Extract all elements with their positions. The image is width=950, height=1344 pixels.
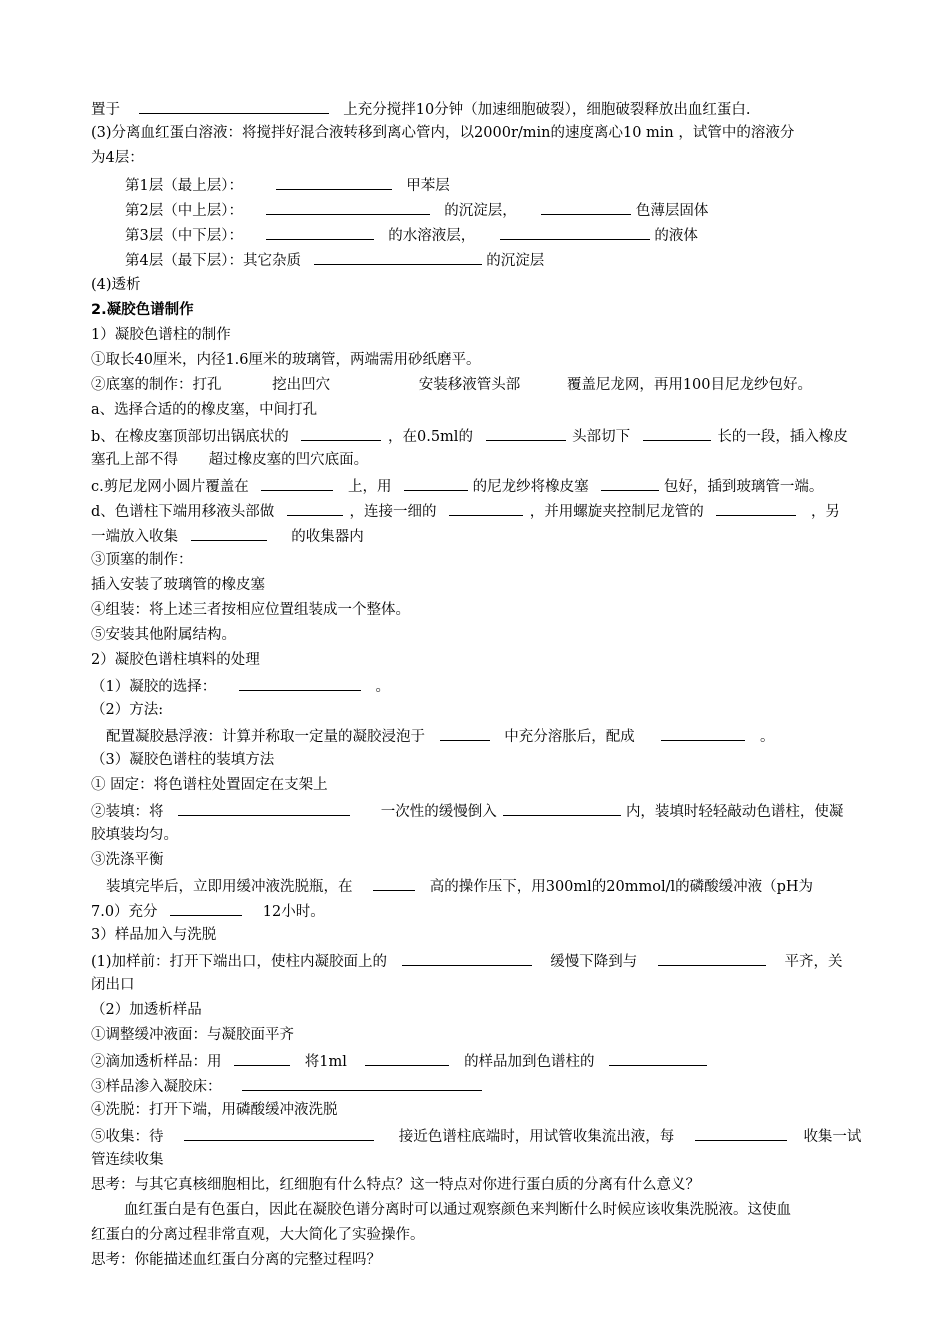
fill-blank[interactable] — [266, 199, 430, 215]
text-run: ①调整缓冲液面：与凝胶面平齐 — [91, 1027, 294, 1043]
text-line — [91, 850, 164, 870]
text-line — [91, 750, 274, 770]
text-run: 思考：与其它真核细胞相比，红细胞有什么特点？这一特点对你进行蛋白质的分离有什么意义？ — [91, 1177, 700, 1193]
fill-blank[interactable] — [486, 425, 566, 441]
heading-text: 2.凝胶色谱制作 — [91, 302, 194, 318]
text-line — [91, 375, 812, 395]
fill-blank[interactable] — [239, 675, 361, 691]
text-line — [91, 575, 265, 595]
text-line — [125, 174, 450, 196]
text-run: c.剪尼龙网小圆片覆盖在 — [91, 479, 249, 495]
text-line — [91, 123, 794, 143]
text-line — [91, 700, 163, 720]
fill-blank[interactable] — [661, 725, 745, 741]
fill-blank[interactable] — [184, 1125, 374, 1141]
text-line — [91, 98, 751, 120]
text-run: ④洗脱：打开下端，用磷酸缓冲液洗脱 — [91, 1102, 338, 1118]
fill-blank[interactable] — [503, 800, 621, 816]
text-run: ，并用螺旋夹控制尼龙管的 — [529, 504, 704, 520]
fill-blank[interactable] — [234, 1050, 290, 1066]
text-run: ③样品渗入凝胶床： — [91, 1079, 222, 1095]
text-line — [91, 825, 178, 845]
text-run: ②滴加透析样品：用 — [91, 1054, 222, 1070]
fill-blank[interactable] — [266, 224, 374, 240]
text-run: ①取长40厘米，内径1.6厘米的玻璃管，两端需用砂纸磨平。 — [91, 352, 481, 368]
text-line — [91, 148, 144, 168]
text-run: 包好，插到玻璃管一端。 — [663, 479, 824, 495]
text-run: ④组装：将上述三者按相应位置组装成一个整体。 — [91, 602, 410, 618]
text-line — [91, 1250, 381, 1270]
text-line — [91, 1225, 425, 1245]
fill-blank[interactable] — [139, 98, 329, 114]
text-run: ③洗涤平衡 — [91, 852, 164, 868]
fill-blank[interactable] — [716, 500, 796, 516]
text-line — [91, 350, 481, 370]
text-run: (1)加样前：打开下端出口，使柱内凝胶面上的 — [91, 954, 388, 970]
text-run: （1）凝胶的选择： — [91, 679, 217, 695]
fill-blank[interactable] — [695, 1125, 787, 1141]
text-run: ⑤安装其他附属结构。 — [91, 627, 236, 643]
text-run: 7.0）充分 — [91, 904, 158, 920]
text-run: 覆盖尼龙网，再用100目尼龙纱包好。 — [566, 377, 813, 393]
text-run: 第2层（中上层）： — [125, 203, 243, 219]
text-line — [91, 975, 135, 995]
text-line — [91, 500, 840, 522]
text-line — [124, 1200, 791, 1220]
text-run: (3)分离血红蛋白溶液：将搅拌好混合液转移到离心管内，以2000r/min的速度离心10 min ，试管中的溶液分 — [91, 125, 795, 141]
text-run: 2）凝胶色谱柱填料的处理 — [91, 652, 260, 668]
text-run: 为4层： — [91, 150, 144, 166]
text-run: 的水溶液层， — [388, 228, 476, 244]
fill-blank[interactable] — [314, 249, 482, 265]
text-line — [91, 925, 216, 945]
fill-blank[interactable] — [287, 500, 343, 516]
text-run: ① 固定：将色谱柱处置固定在支架上 — [91, 777, 328, 793]
fill-blank[interactable] — [658, 950, 766, 966]
text-run: ③顶塞的制作： — [91, 552, 193, 568]
text-line — [91, 1000, 202, 1020]
text-run: （2）方法: — [91, 702, 164, 718]
text-run: 红蛋白的分离过程非常直观，大大简化了实验操作。 — [91, 1227, 425, 1243]
text-run: ②装填：将 — [91, 804, 164, 820]
text-run: 超过橡皮塞的凹穴底面。 — [208, 452, 369, 468]
fill-blank[interactable] — [242, 1075, 482, 1091]
fill-blank[interactable] — [541, 199, 631, 215]
text-line — [91, 400, 317, 420]
text-run: 一次性的缓慢倒入 — [380, 804, 497, 820]
text-line — [91, 950, 842, 972]
fill-blank[interactable] — [261, 475, 333, 491]
text-run: 的样品加到色谱柱的 — [464, 1054, 595, 1070]
text-run: 安装移液管头部 — [418, 377, 521, 393]
text-run: 塞孔上部不得 — [91, 452, 178, 468]
text-run: ②底塞的制作：打孔 — [91, 377, 222, 393]
text-line — [91, 800, 843, 822]
text-line — [91, 1050, 707, 1072]
text-run: 管连续收集 — [91, 1152, 164, 1168]
text-line — [125, 224, 698, 246]
text-run: 的液体 — [654, 228, 698, 244]
text-run: 长的一段，插入橡皮 — [717, 429, 848, 445]
text-line — [91, 450, 368, 470]
fill-blank[interactable] — [276, 174, 392, 190]
fill-blank[interactable] — [301, 425, 381, 441]
text-line — [91, 900, 325, 922]
text-run: 插入安装了玻璃管的橡皮塞 — [91, 577, 265, 593]
text-line — [125, 249, 544, 271]
text-line — [91, 1125, 861, 1147]
text-run: 的沉淀层 — [486, 253, 545, 269]
fill-blank[interactable] — [500, 224, 650, 240]
text-run: 接近色谱柱底端时，用试管收集流出液，每 — [398, 1129, 675, 1145]
text-run: （3）凝胶色谱柱的装填方法 — [91, 752, 275, 768]
fill-blank[interactable] — [609, 1050, 707, 1066]
text-run: 一端放入收集 — [91, 529, 178, 545]
text-run: 的尼龙纱将橡皮塞 — [472, 479, 589, 495]
text-line — [91, 1150, 164, 1170]
text-line — [91, 1025, 294, 1045]
fill-blank[interactable] — [404, 475, 468, 491]
text-run: (4)透析 — [91, 277, 141, 293]
section-heading — [91, 300, 194, 320]
fill-blank[interactable] — [643, 425, 711, 441]
text-run: ⑤收集：待 — [91, 1129, 164, 1145]
text-run: 思考：你能描述血红蛋白分离的完整过程吗？ — [91, 1252, 381, 1268]
text-line — [106, 725, 774, 747]
fill-blank[interactable] — [449, 500, 523, 516]
text-line — [91, 275, 141, 295]
text-run: 。 — [759, 729, 775, 745]
text-run: 装填完毕后，立即用缓冲液洗脱瓶，在 — [106, 879, 353, 895]
text-run: 收集一试 — [803, 1129, 862, 1145]
text-run: 中充分溶胀后，配成 — [504, 729, 635, 745]
text-run: 1）凝胶色谱柱的制作 — [91, 327, 231, 343]
text-run: 甲苯层 — [406, 178, 450, 194]
text-run: 平齐，关 — [784, 954, 843, 970]
text-run: 12小时。 — [262, 904, 325, 920]
text-run: 第1层（最上层）： — [125, 178, 243, 194]
text-run: b、在橡皮塞顶部切出锅底状的 — [91, 429, 289, 445]
text-run: 第3层（中下层）： — [125, 228, 243, 244]
text-run: 内，装填时轻轻敲动色谱柱，使凝 — [625, 804, 844, 820]
text-run: 3）样品加入与洗脱 — [91, 927, 217, 943]
text-run: 。 — [375, 679, 390, 695]
fill-blank[interactable] — [365, 1050, 449, 1066]
fill-blank[interactable] — [191, 525, 267, 541]
text-run: ，在0.5ml的 — [388, 429, 473, 445]
text-line — [91, 550, 193, 570]
text-run: （2）加透析样品 — [91, 1002, 202, 1018]
text-run: 血红蛋白是有色蛋白，因此在凝胶色谱分离时可以通过观察颜色来判断什么时候应该收集洗脱液。这使血 — [124, 1202, 791, 1218]
fill-blank[interactable] — [373, 875, 415, 891]
text-run: 挖出凹穴 — [272, 377, 331, 393]
text-line — [106, 875, 813, 897]
text-line — [91, 625, 236, 645]
text-run: 将1ml — [304, 1054, 347, 1070]
text-line — [91, 1100, 338, 1120]
text-run: 色薄层固体 — [635, 203, 709, 219]
text-run: 闭出口 — [91, 977, 135, 993]
text-run: 高的操作压下，用300ml的20mmol/l的磷酸缓冲液（pH为 — [429, 879, 814, 895]
text-run: 缓慢下降到与 — [550, 954, 638, 970]
text-line — [91, 1075, 482, 1097]
text-run: 配置凝胶悬浮液：计算并称取一定量的凝胶浸泡于 — [106, 729, 425, 745]
fill-blank[interactable] — [178, 800, 350, 816]
text-line — [91, 325, 231, 345]
text-line — [91, 775, 328, 795]
fill-blank[interactable] — [440, 725, 490, 741]
text-run: ，连接一细的 — [349, 504, 437, 520]
text-run: d、色谱柱下端用移液头部做 — [91, 504, 275, 520]
text-run: 的沉淀层， — [444, 203, 517, 219]
text-line — [91, 525, 364, 547]
text-line — [91, 475, 823, 497]
text-run: ，另 — [810, 504, 840, 520]
text-line — [91, 1175, 700, 1195]
text-run: 第4层（最下层）：其它杂质 — [125, 253, 301, 269]
text-line — [91, 425, 848, 447]
fill-blank[interactable] — [402, 950, 532, 966]
text-run: 胶填装均匀。 — [91, 827, 178, 843]
text-line — [91, 675, 390, 697]
text-run: 置于 — [91, 102, 120, 118]
fill-blank[interactable] — [170, 900, 242, 916]
text-run: 头部切下 — [572, 429, 631, 445]
text-line — [91, 650, 260, 670]
text-line — [125, 199, 708, 221]
text-run: a、选择合适的的橡皮塞，中间打孔 — [91, 402, 318, 418]
text-run: 上充分搅拌10分钟（加速细胞破裂），细胞破裂释放出血红蛋白. — [343, 102, 751, 118]
fill-blank[interactable] — [601, 475, 659, 491]
text-line — [91, 600, 410, 620]
text-run: 上，用 — [347, 479, 392, 495]
text-run: 的收集器内 — [291, 529, 364, 545]
